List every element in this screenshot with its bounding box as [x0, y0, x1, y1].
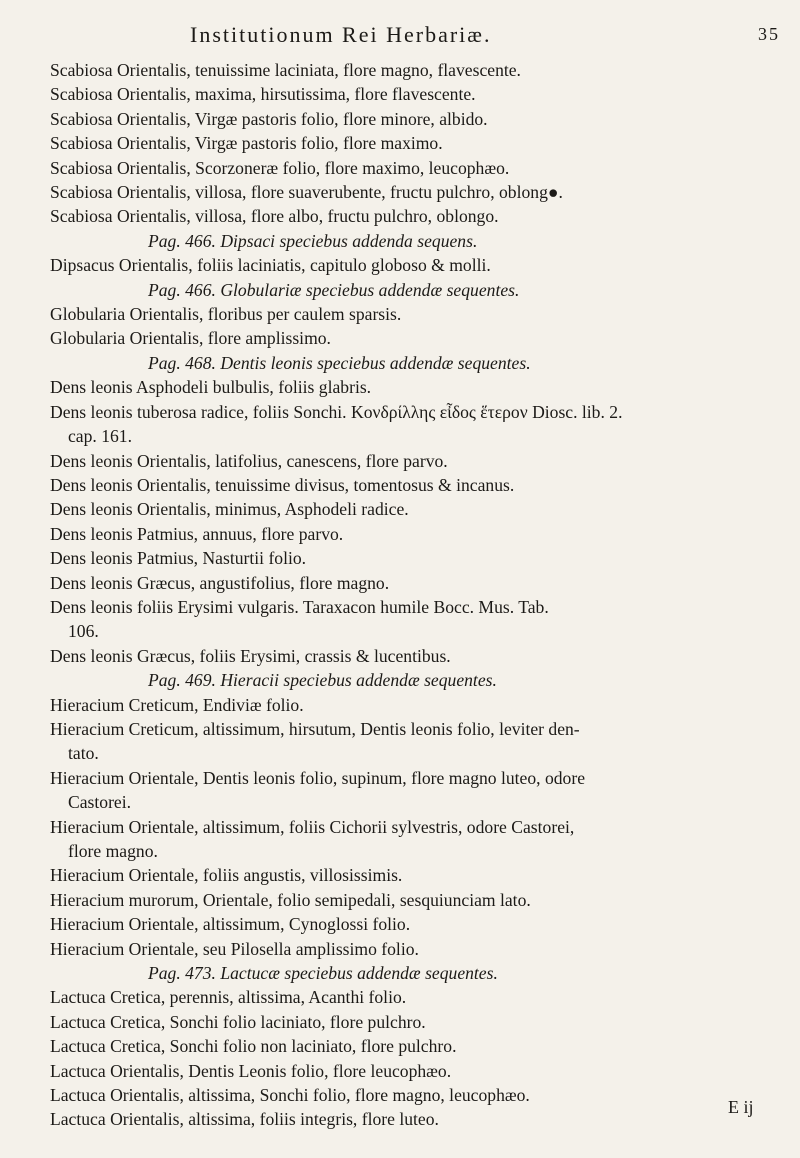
section-heading: Pag. 466. Globulariæ speciebus addendæ sequentes.	[148, 279, 520, 300]
text-line: Scabiosa Orientalis, villosa, flore suaverubente, fructu pulchro, oblong●.	[50, 182, 563, 203]
text-line: Scabiosa Orientalis, Virgæ pastoris folio, flore maximo.	[50, 133, 443, 154]
body-text	[50, 58, 785, 1132]
section-heading: Pag. 469. Hieracii speciebus addendæ sequentes.	[148, 670, 497, 691]
text-line: Globularia Orientalis, flore amplissimo.	[50, 328, 331, 349]
text-line: Dens leonis Græcus, foliis Erysimi, crassis & lucentibus.	[50, 645, 451, 666]
text-line: Dens leonis foliis Erysimi vulgaris. Taraxacon humile Bocc. Mus. Tab.	[50, 596, 549, 617]
signature-mark: E ij	[728, 1097, 754, 1117]
text-line: Hieracium Orientale, foliis angustis, villosissimis.	[50, 865, 403, 886]
running-header	[190, 22, 780, 52]
text-line: Dens leonis tuberosa radice, foliis Sonchi. Κονδρίλλης εἶδος ἕτερον Diosc. lib. 2.	[50, 401, 623, 422]
text-line: Dens leonis Orientalis, minimus, Asphodeli radice.	[50, 499, 409, 520]
text-line: Hieracium Orientale, seu Pilosella amplissimo folio.	[50, 938, 419, 959]
text-line-continued: cap. 161.	[68, 426, 133, 447]
text-line: Hieracium Creticum, altissimum, hirsutum, Dentis leonis folio, leviter den-	[50, 718, 580, 739]
page-number: 35	[758, 24, 780, 44]
text-line: Lactuca Cretica, Sonchi folio non laciniato, flore pulchro.	[50, 1036, 457, 1057]
text-line: Scabiosa Orientalis, tenuissime laciniata, flore magno, flavescente.	[50, 60, 521, 80]
text-line: Scabiosa Orientalis, Virgæ pastoris folio, flore minore, albido.	[50, 108, 488, 129]
text-line: Dens leonis Asphodeli bulbulis, foliis glabris.	[50, 377, 372, 398]
text-line: Lactuca Orientalis, altissima, Sonchi folio, flore magno, leucophæo.	[50, 1085, 530, 1106]
text-line: Hieracium Orientale, altissimum, foliis Cichorii sylvestris, odore Castorei,	[50, 816, 575, 837]
text-line-continued: flore magno.	[68, 841, 158, 861]
section-heading: Pag. 473. Lactucæ speciebus addendæ sequentes.	[148, 963, 498, 984]
text-line: Lactuca Orientalis, altissima, foliis integris, flore luteo.	[50, 1109, 439, 1130]
text-line-continued: 106.	[68, 621, 99, 642]
text-line: Hieracium Orientale, altissimum, Cynoglossi folio.	[50, 914, 411, 935]
text-line: Scabiosa Orientalis, maxima, hirsutissima, flore flavescente.	[50, 84, 476, 105]
text-line: Globularia Orientalis, floribus per caulem sparsis.	[50, 304, 402, 325]
text-line: Dens leonis Græcus, angustifolius, flore magno.	[50, 572, 390, 593]
text-line: Lactuca Orientalis, Dentis Leonis folio, flore leucophæo.	[50, 1060, 452, 1081]
text-line: Dens leonis Orientalis, latifolius, canescens, flore parvo.	[50, 450, 448, 471]
text-line: Scabiosa Orientalis, Scorzoneræ folio, flore maximo, leucophæo.	[50, 157, 510, 178]
text-line: Hieracium Creticum, Endiviæ folio.	[50, 694, 304, 715]
text-line: Hieracium Orientale, Dentis leonis folio, supinum, flore magno luteo, odore	[50, 767, 586, 788]
text-line: Lactuca Cretica, Sonchi folio laciniato, flore pulchro.	[50, 1011, 426, 1032]
text-line: Dens leonis Orientalis, tenuissime divisus, tomentosus & incanus.	[50, 474, 515, 495]
text-line-continued: tato.	[68, 743, 99, 764]
text-line: Lactuca Cretica, perennis, altissima, Acanthi folio.	[50, 987, 407, 1008]
text-line-continued: Castorei.	[68, 792, 132, 813]
section-heading: Pag. 468. Dentis leonis speciebus addendæ sequentes.	[148, 352, 531, 373]
running-title: Institutionum Rei Herbariæ.	[190, 22, 492, 47]
section-heading: Pag. 466. Dipsaci speciebus addenda sequens.	[148, 230, 478, 251]
text-line: Dipsacus Orientalis, foliis laciniatis, capitulo globoso & molli.	[50, 255, 491, 276]
text-line: Hieracium murorum, Orientale, folio semipedali, sesquiunciam lato.	[50, 889, 531, 910]
text-line: Scabiosa Orientalis, villosa, flore albo, fructu pulchro, oblongo.	[50, 206, 499, 227]
text-line: Dens leonis Patmius, annuus, flore parvo.	[50, 523, 344, 544]
text-line: Dens leonis Patmius, Nasturtii folio.	[50, 548, 307, 569]
